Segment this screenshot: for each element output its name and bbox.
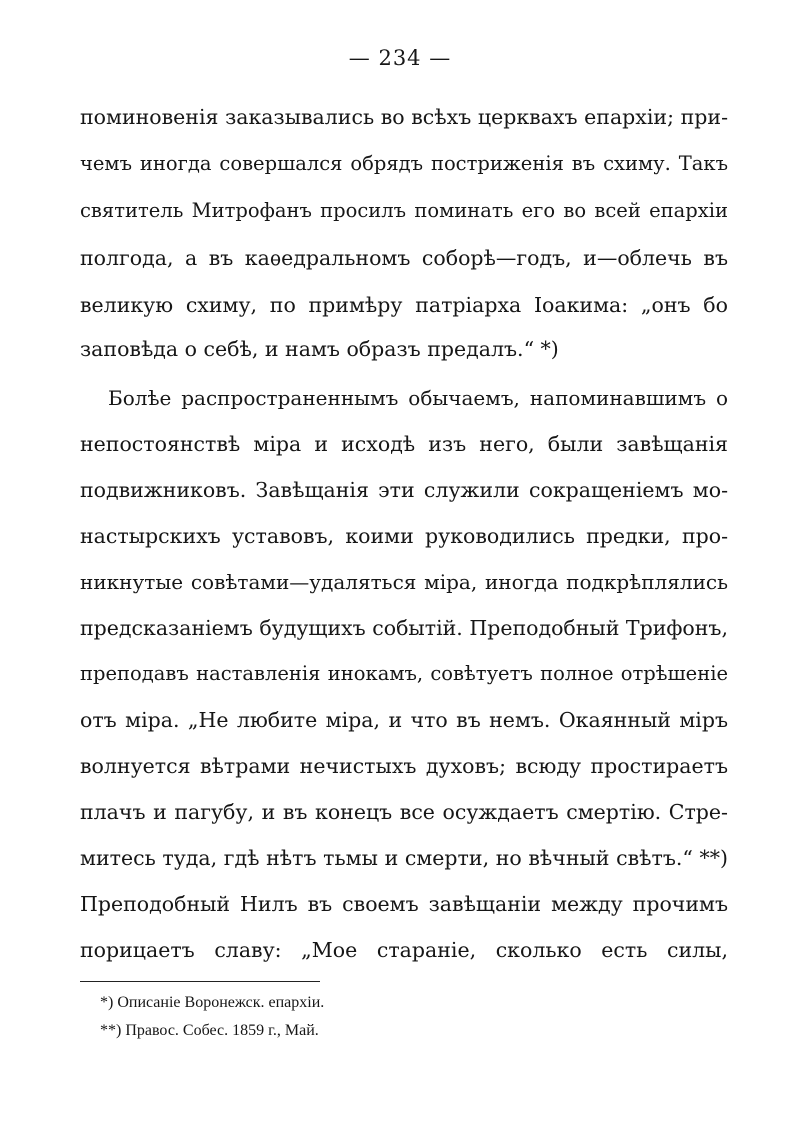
text-line: заповѣда о себѣ, и намъ образъ предалъ.“ *) [80,337,559,361]
text-line: полгода, а въ каѳедральномъ соборѣ—годъ, и—облечь въ [80,246,728,270]
text-line: Преподобный Нилъ въ своемъ завѣщаніи между прочимъ [80,892,728,916]
text-line: преподавъ наставленія инокамъ, совѣтуетъ полное отрѣшеніе [80,662,728,685]
footnote: *) Описаніе Воронежск. епархіи. [100,994,325,1011]
text-line: порицаетъ славу: „Мое стараніе, сколько есть силы, [80,938,728,962]
footnote-divider [80,981,320,982]
text-line: волнуется вѣтрами нечистыхъ духовъ; всюду простираетъ [80,754,728,778]
text-line: великую схиму, по примѣру патріарха Іоакима: „онъ бо [80,293,728,317]
footnote: **) Правос. Собес. 1859 г., Май. [100,1022,319,1039]
text-line: плачъ и пагубу, и въ конецъ все осуждаетъ смертію. Стре- [80,800,728,824]
text-line: предсказаніемъ будущихъ событій. Преподобный Трифонъ, [80,616,728,640]
text-line: непостоянствѣ міра и исходѣ изъ него, были завѣщанія [80,432,728,456]
text-line: настырскихъ уставовъ, коими руководились предки, про- [80,524,728,548]
text-line: чемъ иногда совершался обрядъ постриженія въ схиму. Такъ [80,152,728,175]
text-line: отъ міра. „Не любите міра, и что въ немъ. Окаянный міръ [80,708,728,732]
text-line: митесь туда, гдѣ нѣтъ тьмы и смерти, но вѣчный свѣтъ.“ **) [80,846,728,870]
text-line: подвижниковъ. Завѣщанія эти служили сокращеніемъ мо- [80,478,728,502]
text-line: никнутые совѣтами—удаляться міра, иногда подкрѣплялись [80,570,728,594]
page-number: — 234 — [348,46,452,70]
text-line: поминовенія заказывались во всѣхъ церквахъ епархіи; при- [80,105,728,129]
text-line: Болѣе распространеннымъ обычаемъ, напоминавшимъ о [108,386,728,410]
text-line: святитель Митрофанъ просилъ поминать его во всей епархіи [80,199,728,222]
